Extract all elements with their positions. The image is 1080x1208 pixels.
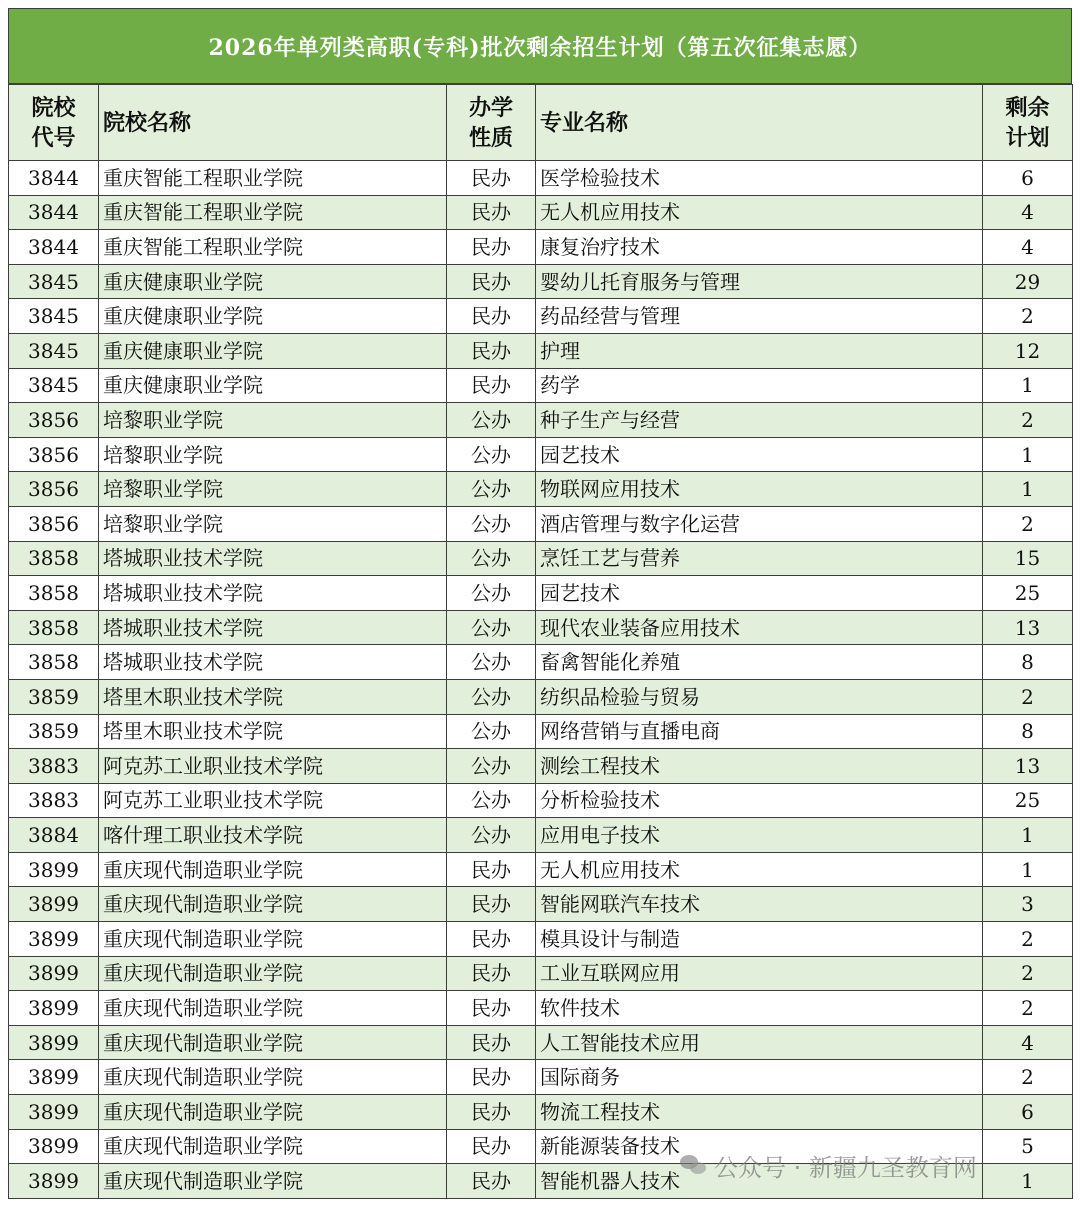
school-code-cell: 3844 [9,195,99,230]
school-code-cell: 3899 [9,1129,99,1164]
school-name-cell: 重庆智能工程职业学院 [99,161,447,196]
major-name-cell: 应用电子技术 [536,818,983,853]
school-nature-cell: 民办 [447,161,536,196]
table-row [9,679,1073,714]
school-code-cell: 3856 [9,437,99,472]
remaining-plan-cell: 2 [983,299,1073,334]
remaining-plan-cell: 1 [983,437,1073,472]
table-row [9,991,1073,1026]
school-code-cell: 3858 [9,576,99,611]
remaining-plan-cell: 2 [983,679,1073,714]
sheet-title: 2026年单列类高职(专科)批次剩余招生计划（第五次征集志愿） [8,8,1072,84]
table-row [9,956,1073,991]
header-major-name: 专业名称 [536,85,983,161]
school-nature-cell: 民办 [447,1025,536,1060]
school-code-cell: 3899 [9,887,99,922]
school-nature-cell: 公办 [447,541,536,576]
major-name-cell: 康复治疗技术 [536,230,983,265]
school-name-cell: 重庆健康职业学院 [99,368,447,403]
remaining-plan-cell: 8 [983,645,1073,680]
watermark [680,1148,977,1182]
remaining-plan-cell: 29 [983,264,1073,299]
table-row [9,576,1073,611]
school-nature-cell: 公办 [447,506,536,541]
remaining-plan-cell: 15 [983,541,1073,576]
major-name-cell: 药品经营与管理 [536,299,983,334]
admission-plan-sheet [8,8,1072,1199]
remaining-plan-cell: 1 [983,1164,1073,1199]
school-code-cell: 3859 [9,679,99,714]
school-code-cell: 3899 [9,991,99,1026]
table-row [9,541,1073,576]
school-name-cell: 重庆健康职业学院 [99,299,447,334]
remaining-plan-cell: 2 [983,506,1073,541]
school-code-cell: 3899 [9,1095,99,1130]
header-remaining-plan [983,85,1073,161]
major-name-cell: 网络营销与直播电商 [536,714,983,749]
table-row [9,506,1073,541]
table-row [9,472,1073,507]
school-nature-cell: 民办 [447,991,536,1026]
school-name-cell: 重庆现代制造职业学院 [99,1129,447,1164]
table-row [9,1060,1073,1095]
school-code-cell: 3883 [9,749,99,784]
school-name-cell: 重庆现代制造职业学院 [99,1164,447,1199]
major-name-cell: 护理 [536,333,983,368]
school-nature-cell: 民办 [447,922,536,957]
remaining-plan-cell: 12 [983,333,1073,368]
table-row [9,333,1073,368]
school-nature-cell: 民办 [447,230,536,265]
school-nature-cell: 公办 [447,714,536,749]
table-row [9,368,1073,403]
major-name-cell: 畜禽智能化养殖 [536,645,983,680]
school-name-cell: 重庆现代制造职业学院 [99,1060,447,1095]
school-code-cell: 3899 [9,922,99,957]
school-nature-cell: 民办 [447,852,536,887]
major-name-cell: 智能机器人技术 [536,1164,983,1199]
major-name-cell: 智能网联汽车技术 [536,887,983,922]
school-name-cell: 重庆智能工程职业学院 [99,230,447,265]
header-school-name: 院校名称 [99,85,447,161]
header-school-nature-line2: 性质 [468,124,513,151]
table-row [9,887,1073,922]
remaining-plan-cell: 1 [983,852,1073,887]
school-name-cell: 培黎职业学院 [99,437,447,472]
table-row [9,610,1073,645]
school-name-cell: 培黎职业学院 [99,403,447,438]
school-code-cell: 3899 [9,852,99,887]
major-name-cell: 无人机应用技术 [536,195,983,230]
school-code-cell: 3899 [9,1164,99,1199]
major-name-cell: 模具设计与制造 [536,922,983,957]
header-school-code-line1: 院校 [31,94,76,121]
school-name-cell: 塔城职业技术学院 [99,576,447,611]
school-nature-cell: 公办 [447,610,536,645]
major-name-cell: 园艺技术 [536,576,983,611]
remaining-plan-cell: 6 [983,1095,1073,1130]
school-code-cell: 3856 [9,472,99,507]
school-nature-cell: 公办 [447,783,536,818]
school-name-cell: 塔城职业技术学院 [99,610,447,645]
remaining-plan-cell: 1 [983,818,1073,853]
table-row [9,195,1073,230]
remaining-plan-cell: 4 [983,1025,1073,1060]
school-code-cell: 3859 [9,714,99,749]
school-name-cell: 重庆现代制造职业学院 [99,1025,447,1060]
school-nature-cell: 民办 [447,299,536,334]
school-code-cell: 3899 [9,956,99,991]
table-row [9,783,1073,818]
table-row [9,1025,1073,1060]
watermark-text: 公众号 · 新疆九圣教育网 [714,1153,977,1182]
major-name-cell: 软件技术 [536,991,983,1026]
major-name-cell: 国际商务 [536,1060,983,1095]
remaining-plan-cell: 4 [983,230,1073,265]
header-remaining-plan-line2: 计划 [1005,124,1050,151]
school-nature-cell: 公办 [447,437,536,472]
school-name-cell: 重庆现代制造职业学院 [99,1095,447,1130]
school-nature-cell: 民办 [447,333,536,368]
remaining-plan-cell: 8 [983,714,1073,749]
remaining-plan-cell: 13 [983,749,1073,784]
school-name-cell: 重庆智能工程职业学院 [99,195,447,230]
school-name-cell: 塔城职业技术学院 [99,541,447,576]
school-code-cell: 3845 [9,264,99,299]
remaining-plan-cell: 2 [983,922,1073,957]
school-name-cell: 培黎职业学院 [99,506,447,541]
school-nature-cell: 民办 [447,1164,536,1199]
school-nature-cell: 民办 [447,195,536,230]
header-school-code [9,85,99,161]
remaining-plan-cell: 13 [983,610,1073,645]
school-nature-cell: 民办 [447,956,536,991]
school-nature-cell: 民办 [447,368,536,403]
school-name-cell: 培黎职业学院 [99,472,447,507]
table-row [9,403,1073,438]
school-code-cell: 3899 [9,1025,99,1060]
remaining-plan-cell: 25 [983,783,1073,818]
major-name-cell: 无人机应用技术 [536,852,983,887]
table-row [9,437,1073,472]
major-name-cell: 新能源装备技术 [536,1129,983,1164]
remaining-plan-cell: 3 [983,887,1073,922]
school-nature-cell: 公办 [447,679,536,714]
major-name-cell: 工业互联网应用 [536,956,983,991]
header-school-nature-line1: 办学 [468,94,513,121]
school-code-cell: 3845 [9,368,99,403]
school-code-cell: 3856 [9,506,99,541]
school-code-cell: 3883 [9,783,99,818]
table-row [9,818,1073,853]
remaining-plan-cell: 6 [983,161,1073,196]
school-code-cell: 3856 [9,403,99,438]
school-nature-cell: 公办 [447,403,536,438]
school-nature-cell: 公办 [447,472,536,507]
school-name-cell: 重庆现代制造职业学院 [99,852,447,887]
header-school-code-line2: 代号 [31,124,76,151]
table-row [9,264,1073,299]
school-name-cell: 喀什理工职业技术学院 [99,818,447,853]
school-name-cell: 重庆现代制造职业学院 [99,887,447,922]
school-name-cell: 重庆现代制造职业学院 [99,991,447,1026]
school-code-cell: 3884 [9,818,99,853]
school-name-cell: 塔里木职业技术学院 [99,714,447,749]
school-name-cell: 塔里木职业技术学院 [99,679,447,714]
remaining-plan-cell: 2 [983,1060,1073,1095]
school-code-cell: 3899 [9,1060,99,1095]
school-code-cell: 3858 [9,645,99,680]
table-row [9,922,1073,957]
remaining-plan-cell: 2 [983,403,1073,438]
school-name-cell: 阿克苏工业职业技术学院 [99,783,447,818]
table-row [9,161,1073,196]
major-name-cell: 分析检验技术 [536,783,983,818]
remaining-plan-cell: 1 [983,368,1073,403]
school-code-cell: 3858 [9,541,99,576]
school-name-cell: 重庆现代制造职业学院 [99,922,447,957]
remaining-plan-cell: 2 [983,991,1073,1026]
school-code-cell: 3845 [9,299,99,334]
major-name-cell: 物流工程技术 [536,1095,983,1130]
school-name-cell: 重庆现代制造职业学院 [99,956,447,991]
remaining-plan-cell: 25 [983,576,1073,611]
major-name-cell: 酒店管理与数字化运营 [536,506,983,541]
wechat-icon [680,1155,706,1175]
table-row [9,852,1073,887]
school-nature-cell: 民办 [447,1129,536,1164]
major-name-cell: 婴幼儿托育服务与管理 [536,264,983,299]
table-row [9,714,1073,749]
school-nature-cell: 民办 [447,1060,536,1095]
table-row [9,749,1073,784]
school-nature-cell: 民办 [447,887,536,922]
school-name-cell: 重庆健康职业学院 [99,264,447,299]
header-row [9,85,1073,161]
remaining-plan-cell: 4 [983,195,1073,230]
major-name-cell: 医学检验技术 [536,161,983,196]
header-school-nature [447,85,536,161]
remaining-plan-cell: 1 [983,472,1073,507]
plan-table [8,84,1073,1199]
school-nature-cell: 民办 [447,264,536,299]
school-nature-cell: 公办 [447,645,536,680]
major-name-cell: 园艺技术 [536,437,983,472]
major-name-cell: 物联网应用技术 [536,472,983,507]
major-name-cell: 烹饪工艺与营养 [536,541,983,576]
major-name-cell: 现代农业装备应用技术 [536,610,983,645]
major-name-cell: 药学 [536,368,983,403]
school-nature-cell: 公办 [447,576,536,611]
table-row [9,1095,1073,1130]
school-code-cell: 3844 [9,161,99,196]
school-nature-cell: 公办 [447,818,536,853]
school-code-cell: 3858 [9,610,99,645]
major-name-cell: 人工智能技术应用 [536,1025,983,1060]
major-name-cell: 测绘工程技术 [536,749,983,784]
remaining-plan-cell: 5 [983,1129,1073,1164]
school-name-cell: 阿克苏工业职业技术学院 [99,749,447,784]
table-row [9,645,1073,680]
major-name-cell: 纺织品检验与贸易 [536,679,983,714]
table-row [9,299,1073,334]
school-name-cell: 塔城职业技术学院 [99,645,447,680]
school-code-cell: 3845 [9,333,99,368]
school-nature-cell: 公办 [447,749,536,784]
table-row [9,230,1073,265]
school-code-cell: 3844 [9,230,99,265]
header-remaining-plan-line1: 剩余 [1005,94,1050,121]
school-nature-cell: 民办 [447,1095,536,1130]
major-name-cell: 种子生产与经营 [536,403,983,438]
school-name-cell: 重庆健康职业学院 [99,333,447,368]
remaining-plan-cell: 2 [983,956,1073,991]
